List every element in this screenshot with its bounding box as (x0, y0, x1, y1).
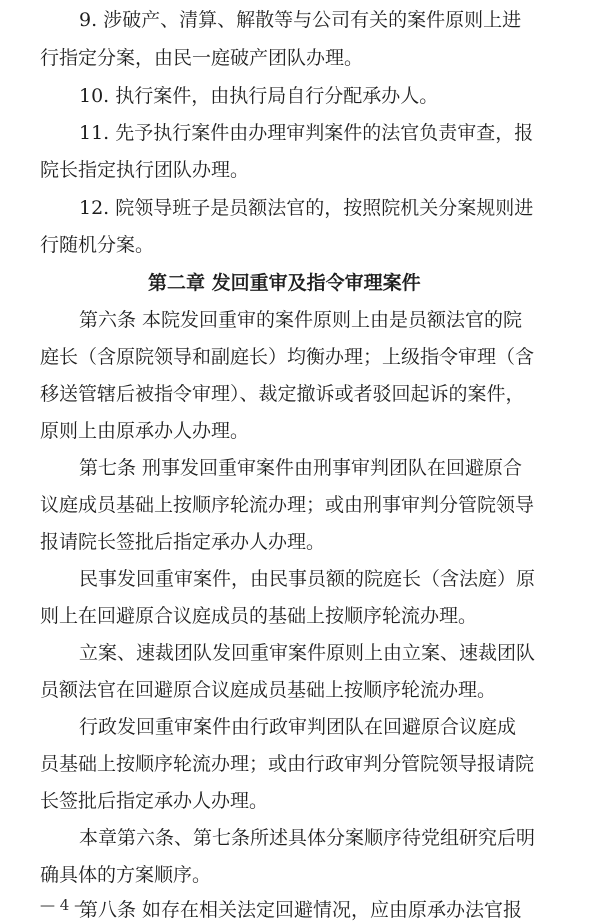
civil-remand-line-1: 民事发回重审案件，由民事员额的院庭长（含法庭）原 (79, 568, 536, 590)
filing-remand-line-1: 立案、速裁团队发回重审案件原则上由立案、速裁团队 (79, 642, 536, 664)
admin-remand-line-3: 长签批后指定承办人办理。 (40, 790, 269, 812)
item-12-line-1: 12. 院领导班子是员额法官的，按照院机关分案规则进 (79, 197, 534, 219)
item-11-line-2: 院长指定执行团队办理。 (40, 159, 250, 181)
civil-remand-line-2: 则上在回避原合议庭成员的基础上按顺序轮流办理。 (40, 605, 478, 627)
article-8-line-1: 第八条 如存在相关法定回避情况，应由原承办法官报 (79, 899, 523, 921)
item-9-line-2: 行指定分案，由民一庭破产团队办理。 (40, 47, 364, 69)
order-note-line-2: 确具体的方案顺序。 (40, 864, 212, 886)
item-10-line-1: 10. 执行案件，由执行局自行分配承办人。 (79, 85, 439, 107)
article-6-line-1: 第六条 本院发回重审的案件原则上由是员额法官的院 (79, 309, 523, 331)
item-9-line-1: 9. 涉破产、清算、解散等与公司有关的案件原则上进 (79, 9, 522, 31)
article-7-line-1: 第七条 刑事发回重审案件由刑事审判团队在回避原合 (79, 457, 523, 479)
article-6-line-4: 原则上由原承办人办理。 (40, 420, 250, 442)
item-12-line-2: 行随机分案。 (40, 234, 155, 256)
article-6-line-2: 庭长（含原院领导和副庭长）均衡办理；上级指令审理（含 (40, 346, 535, 368)
chapter-heading: 第二章 发回重审及指令审理案件 (148, 272, 421, 294)
order-note-line-1: 本章第六条、第七条所述具体分案顺序待党组研究后明 (79, 827, 536, 849)
article-6-line-3: 移送管辖后被指令审理）、裁定撤诉或者驳回起诉的案件， (40, 383, 525, 405)
item-11-line-1: 11. 先予执行案件由办理审判案件的法官负责审查，报 (79, 122, 534, 144)
article-7-line-3: 报请院长签批后指定承办人办理。 (40, 531, 326, 553)
page-number: — 4 — (40, 896, 90, 914)
admin-remand-line-2: 员基础上按顺序轮流办理；或由行政审判分管院领导报请院 (40, 753, 535, 775)
admin-remand-line-1: 行政发回重审案件由行政审判团队在回避原合议庭成 (79, 716, 517, 738)
filing-remand-line-2: 员额法官在回避原合议庭成员基础上按顺序轮流办理。 (40, 679, 497, 701)
article-7-line-2: 议庭成员基础上按顺序轮流办理；或由刑事审判分管院领导 (40, 494, 535, 516)
